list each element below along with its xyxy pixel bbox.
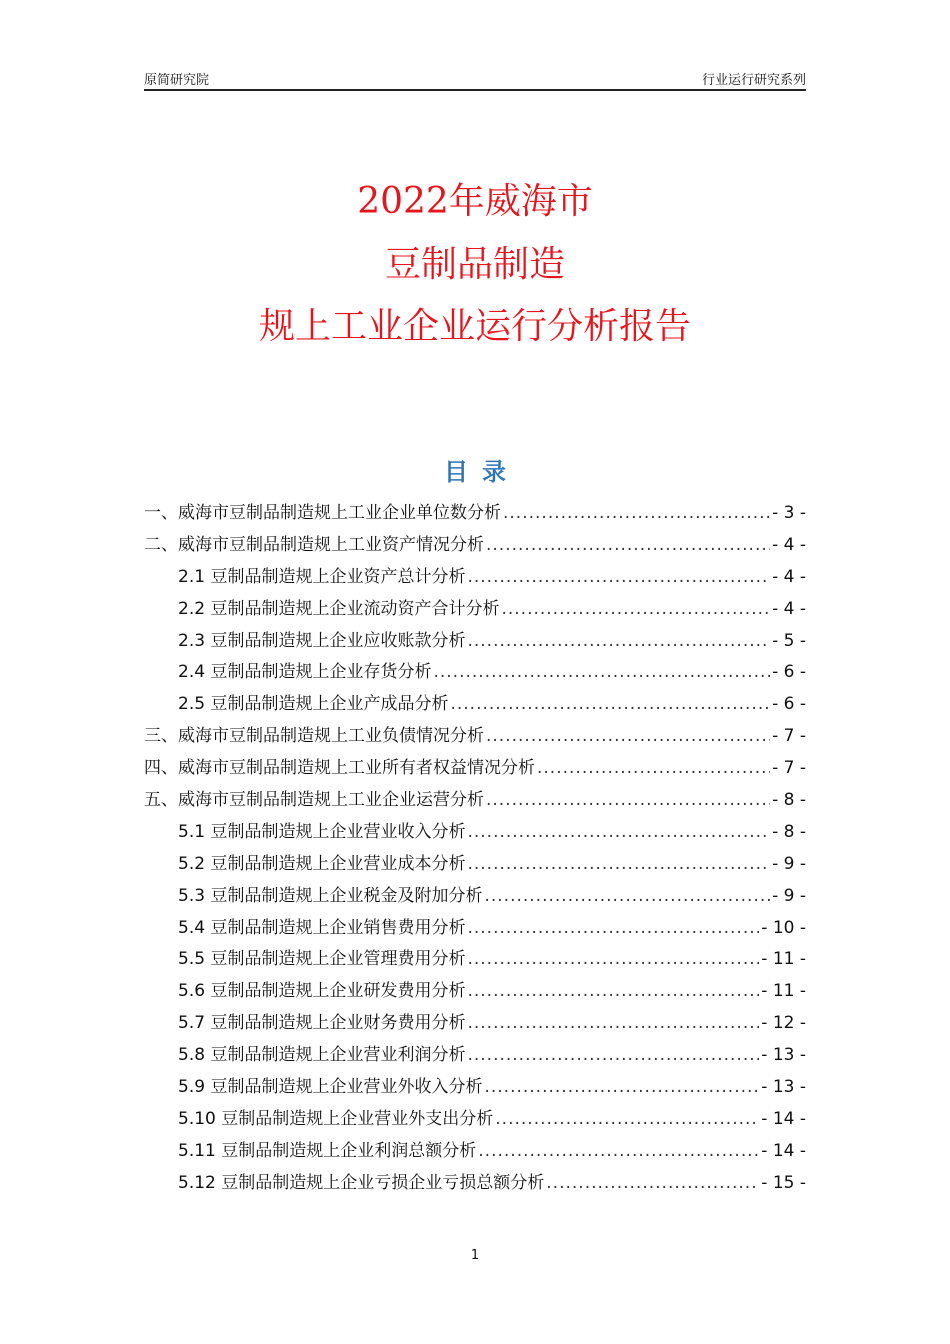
toc-entry-label: 5.11 豆制品制造规上企业利润总额分析 [178,1140,477,1161]
toc-entry-page: - 13 - [761,1077,806,1098]
toc-entry-label: 五、威海市豆制品制造规上工业企业运营分析 [144,790,484,811]
toc-entry[interactable] [144,944,806,976]
toc-entry[interactable] [144,849,806,881]
toc-entry-label: 2.3 豆制品制造规上企业应收账款分析 [178,630,466,651]
toc-entry-page: - 11 - [761,949,806,970]
toc-entry[interactable] [144,689,806,721]
toc-entry[interactable] [144,657,806,689]
toc-leader-dots [484,1077,759,1097]
toc-entry[interactable] [144,1008,806,1040]
toc-entry[interactable] [144,913,806,945]
toc-entry[interactable] [144,976,806,1008]
toc-leader-dots [467,854,770,874]
toc-leader-dots [467,1045,759,1065]
toc-entry[interactable] [144,721,806,753]
toc-heading: 目录 [444,458,520,486]
toc-entry[interactable] [144,881,806,913]
toc-entry-page: - 14 - [761,1108,806,1129]
toc-entry-label: 5.6 豆制品制造规上企业研发费用分析 [178,981,466,1002]
toc-entry[interactable] [144,626,806,658]
toc-entry[interactable] [144,1104,806,1136]
toc-entry-page: - 6 - [772,694,806,715]
toc-entry-page: - 9 - [772,853,806,874]
toc-leader-dots [467,631,770,651]
toc-leader-dots [467,822,770,842]
toc-leader-dots [478,1141,759,1161]
toc-entry[interactable] [144,594,806,626]
toc-entry[interactable] [144,1040,806,1072]
toc-entry-label: 2.5 豆制品制造规上企业产成品分析 [178,694,449,715]
toc-entry-label: 5.12 豆制品制造规上企业亏损企业亏损总额分析 [178,1172,545,1193]
toc-entry-label: 5.10 豆制品制造规上企业营业外支出分析 [178,1108,494,1129]
toc-entry-page: - 15 - [761,1172,806,1193]
toc-entry[interactable] [144,785,806,817]
toc-entry[interactable] [144,1168,806,1200]
toc-entry-label: 5.4 豆制品制造规上企业销售费用分析 [178,917,466,938]
toc-entry[interactable] [144,1072,806,1104]
toc-entry-label: 5.1 豆制品制造规上企业营业收入分析 [178,821,466,842]
toc-leader-dots [467,949,759,969]
toc-entry-label: 2.2 豆制品制造规上企业流动资产合计分析 [178,598,500,619]
toc-entry-page: - 10 - [761,917,806,938]
toc-entry-page: - 7 - [772,758,806,779]
toc-leader-dots [546,1173,759,1193]
toc-entry-label: 5.9 豆制品制造规上企业营业外收入分析 [178,1077,483,1098]
toc-entry-label: 5.3 豆制品制造规上企业税金及附加分析 [178,885,483,906]
toc-entry-page: - 11 - [761,981,806,1002]
toc-entry-page: - 3 - [772,503,806,523]
toc-entry-label: 5.5 豆制品制造规上企业管理费用分析 [178,949,466,970]
toc-entry-label: 5.2 豆制品制造规上企业营业成本分析 [178,853,466,874]
toc-leader-dots [467,567,770,587]
toc-entry-page: - 4 - [772,598,806,619]
toc-leader-dots [501,599,770,619]
toc-entry[interactable] [144,498,806,530]
report-title-line1: 2022年威海市 [357,181,593,222]
toc-leader-dots [433,662,770,682]
toc-entry-page: - 6 - [772,662,806,683]
toc-leader-dots [450,694,770,714]
toc-entry-page: - 9 - [772,885,806,906]
header-right: 行业运行研究系列 [701,73,806,88]
toc-leader-dots [467,981,759,1001]
toc-leader-dots [537,758,770,778]
report-title-line2: 豆制品制造 [384,244,565,285]
toc-entry[interactable] [144,753,806,785]
toc-entry-label: 2.1 豆制品制造规上企业资产总计分析 [178,566,466,587]
toc-entry-page: - 4 - [772,534,806,555]
toc-leader-dots [486,726,770,746]
toc-entry-page: - 13 - [761,1045,806,1066]
toc-leader-dots [503,503,770,523]
toc-entry-page: - 4 - [772,566,806,587]
toc-leader-dots [486,790,770,810]
toc-leader-dots [486,535,770,555]
toc-entry-label: 5.8 豆制品制造规上企业营业利润分析 [178,1045,466,1066]
toc-entry[interactable] [144,1136,806,1168]
toc-leader-dots [467,1013,759,1033]
header-left: 原简研究院 [144,73,210,88]
table-of-contents [144,498,806,1200]
toc-entry-label: 四、威海市豆制品制造规上工业所有者权益情况分析 [144,758,535,779]
toc-entry[interactable] [144,530,806,562]
toc-entry-label: 二、威海市豆制品制造规上工业资产情况分析 [144,534,484,555]
toc-leader-dots [495,1109,759,1129]
toc-entry-page: - 8 - [772,790,806,811]
toc-entry-page: - 8 - [772,821,806,842]
toc-entry-page: - 7 - [772,726,806,747]
toc-leader-dots [484,886,770,906]
report-title-line3: 规上工业企业运行分析报告 [258,306,691,347]
page-header [144,68,806,91]
toc-entry-label: 三、威海市豆制品制造规上工业负债情况分析 [144,726,484,747]
toc-entry[interactable] [144,817,806,849]
page-number: 1 [470,1248,480,1263]
toc-entry-label: 一、威海市豆制品制造规上工业企业单位数分析 [144,503,501,523]
toc-leader-dots [467,918,759,938]
toc-entry-label: 2.4 豆制品制造规上企业存货分析 [178,662,432,683]
toc-entry-page: - 12 - [761,1013,806,1034]
toc-entry-label: 5.7 豆制品制造规上企业财务费用分析 [178,1013,466,1034]
toc-entry-page: - 14 - [761,1140,806,1161]
toc-entry[interactable] [144,562,806,594]
toc-entry-page: - 5 - [772,630,806,651]
